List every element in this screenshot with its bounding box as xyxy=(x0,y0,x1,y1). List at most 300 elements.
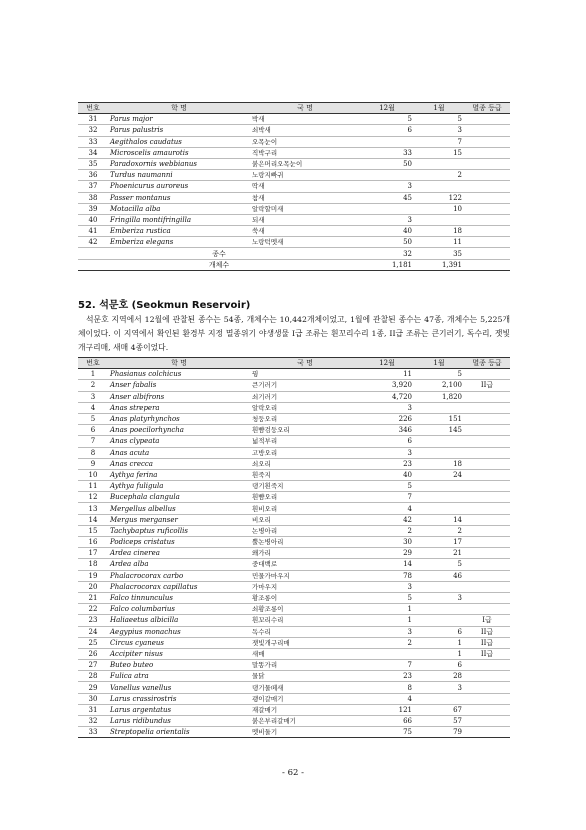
cell-number: 2 xyxy=(78,380,108,391)
cell-number: 13 xyxy=(78,503,108,514)
cell-january-count: 6 xyxy=(414,660,464,671)
cell-december-count: 2 xyxy=(360,525,414,536)
cell-korean-name: 재갈매기 xyxy=(250,704,360,715)
cell-endangered-grade xyxy=(464,469,510,480)
cell-korean-name: 참새 xyxy=(250,192,360,203)
cell-endangered-grade xyxy=(464,125,510,136)
cell-number: 38 xyxy=(78,192,108,203)
cell-number: 4 xyxy=(78,402,108,413)
cell-number: 1 xyxy=(78,369,108,380)
cell-korean-name: 말똥가리 xyxy=(250,660,360,671)
cell-korean-name: 괭이갈매기 xyxy=(250,693,360,704)
cell-endangered-grade xyxy=(464,514,510,525)
table-row xyxy=(78,458,510,469)
cell-endangered-grade xyxy=(464,192,510,203)
cell-endangered-grade xyxy=(464,114,510,125)
cell-january-count xyxy=(414,581,464,592)
cell-scientific-name: Anser albifrons xyxy=(108,391,250,402)
cell-endangered-grade xyxy=(464,458,510,469)
table-row xyxy=(78,402,510,413)
cell-korean-name: 쇠기러기 xyxy=(250,391,360,402)
cell-scientific-name: Fringilla montifringilla xyxy=(108,214,250,225)
cell-january-count xyxy=(414,481,464,492)
table-row xyxy=(78,125,510,136)
cell-scientific-name: Emberiza rustica xyxy=(108,226,250,237)
cell-number: 36 xyxy=(78,170,108,181)
cell-january-count: 18 xyxy=(414,226,464,237)
cell-january-count: 15 xyxy=(414,147,464,158)
table-row xyxy=(78,436,510,447)
table-row xyxy=(78,604,510,615)
cell-january-count: 28 xyxy=(414,671,464,682)
cell-january-count: 145 xyxy=(414,425,464,436)
cell-december-count: 5 xyxy=(360,114,414,125)
cell-endangered-grade xyxy=(464,704,510,715)
table-row xyxy=(78,537,510,548)
cell-korean-name: 직박구리 xyxy=(250,147,360,158)
cell-december-count: 4 xyxy=(360,503,414,514)
cell-scientific-name: Phoenicurus auroreus xyxy=(108,181,250,192)
cell-scientific-name: Haliaeetus albicilla xyxy=(108,615,250,626)
cell-number: 33 xyxy=(78,727,108,738)
cell-december-count: 29 xyxy=(360,548,414,559)
table-row xyxy=(78,671,510,682)
cell-scientific-name: Anas poecilorhyncha xyxy=(108,425,250,436)
cell-december-count: 30 xyxy=(360,537,414,548)
table-header-row xyxy=(78,358,510,369)
bird-table-2 xyxy=(78,357,510,738)
cell-korean-name: 흰비오리 xyxy=(250,503,360,514)
cell-endangered-grade xyxy=(464,570,510,581)
table-row xyxy=(78,592,510,603)
cell-number: 21 xyxy=(78,592,108,603)
cell-scientific-name: Vanellus vanellus xyxy=(108,682,250,693)
cell-number: 17 xyxy=(78,548,108,559)
cell-endangered-grade xyxy=(464,604,510,615)
table-row xyxy=(78,237,510,248)
cell-scientific-name: Parus major xyxy=(108,114,250,125)
cell-endangered-grade xyxy=(464,214,510,225)
table-row xyxy=(78,447,510,458)
table-row xyxy=(78,626,510,637)
cell-number: 18 xyxy=(78,559,108,570)
cell-korean-name: 잿빛개구리매 xyxy=(250,637,360,648)
cell-number: 41 xyxy=(78,226,108,237)
table-row xyxy=(78,682,510,693)
cell-korean-name: 고방오리 xyxy=(250,447,360,458)
cell-december-count: 14 xyxy=(360,559,414,570)
cell-endangered-grade xyxy=(464,226,510,237)
cell-korean-name: 쇠오리 xyxy=(250,458,360,469)
cell-january-count: 14 xyxy=(414,514,464,525)
cell-number: 11 xyxy=(78,481,108,492)
cell-scientific-name: Phasianus colchicus xyxy=(108,369,250,380)
cell-december-count: 2 xyxy=(360,637,414,648)
cell-endangered-grade: II급 xyxy=(464,626,510,637)
cell-december-count: 5 xyxy=(360,481,414,492)
cell-scientific-name: Aythya fuligula xyxy=(108,481,250,492)
cell-korean-name: 흰죽지 xyxy=(250,469,360,480)
cell-january-count: 46 xyxy=(414,570,464,581)
cell-january-count xyxy=(414,402,464,413)
cell-scientific-name: Phalacrocorax capillatus xyxy=(108,581,250,592)
cell-december-count: 4 xyxy=(360,693,414,704)
cell-january-count: 18 xyxy=(414,458,464,469)
cell-korean-name: 오목눈이 xyxy=(250,136,360,147)
cell-endangered-grade xyxy=(464,671,510,682)
table-row xyxy=(78,136,510,147)
cell-scientific-name: Anas crecca xyxy=(108,458,250,469)
cell-december-count: 66 xyxy=(360,716,414,727)
cell-number: 10 xyxy=(78,469,108,480)
cell-december-count: 3 xyxy=(360,181,414,192)
cell-korean-name: 새매 xyxy=(250,648,360,659)
cell-korean-name: 노랑지빠귀 xyxy=(250,170,360,181)
cell-scientific-name: Anas strepera xyxy=(108,402,250,413)
cell-scientific-name: Larus argentatus xyxy=(108,704,250,715)
cell-january-count: 7 xyxy=(414,136,464,147)
table-row xyxy=(78,548,510,559)
header-korean-name: 국 명 xyxy=(250,103,360,114)
cell-endangered-grade xyxy=(464,447,510,458)
cell-korean-name: 붉은부리갈매기 xyxy=(250,716,360,727)
cell-january-count: 5 xyxy=(414,114,464,125)
cell-january-count: 5 xyxy=(414,369,464,380)
table-header-row xyxy=(78,103,510,114)
cell-january-count: 21 xyxy=(414,548,464,559)
cell-korean-name: 쑥새 xyxy=(250,226,360,237)
cell-number: 3 xyxy=(78,391,108,402)
cell-january-count: 5 xyxy=(414,559,464,570)
cell-january-count xyxy=(414,604,464,615)
individual-total-label: 개체수 xyxy=(78,259,360,270)
cell-korean-name: 되새 xyxy=(250,214,360,225)
bird-table-1 xyxy=(78,102,510,271)
cell-korean-name: 딱새 xyxy=(250,181,360,192)
cell-december-count: 45 xyxy=(360,192,414,203)
table-row xyxy=(78,525,510,536)
cell-scientific-name: Accipiter nisus xyxy=(108,648,250,659)
cell-number: 23 xyxy=(78,615,108,626)
cell-korean-name: 흰뺨오리 xyxy=(250,492,360,503)
cell-january-count: 6 xyxy=(414,626,464,637)
cell-korean-name: 민물가마우지 xyxy=(250,570,360,581)
page-number: - 62 - xyxy=(282,768,304,778)
cell-december-count: 1 xyxy=(360,604,414,615)
cell-number: 28 xyxy=(78,671,108,682)
header-scientific-name: 학 명 xyxy=(108,103,250,114)
cell-december-count: 40 xyxy=(360,469,414,480)
table-row xyxy=(78,158,510,169)
cell-korean-name: 큰기러기 xyxy=(250,380,360,391)
cell-scientific-name: Mergus merganser xyxy=(108,514,250,525)
cell-endangered-grade xyxy=(464,203,510,214)
cell-december-count: 4,720 xyxy=(360,391,414,402)
cell-endangered-grade xyxy=(464,136,510,147)
header-no: 번호 xyxy=(78,358,108,369)
cell-endangered-grade xyxy=(464,525,510,536)
cell-endangered-grade xyxy=(464,503,510,514)
cell-endangered-grade xyxy=(464,170,510,181)
cell-number: 15 xyxy=(78,525,108,536)
header-january: 1월 xyxy=(414,103,464,114)
cell-scientific-name: Ardea alba xyxy=(108,559,250,570)
cell-january-count xyxy=(414,492,464,503)
cell-number: 26 xyxy=(78,648,108,659)
table-row xyxy=(78,192,510,203)
species-total-label: 종수 xyxy=(78,248,360,259)
header-december: 12월 xyxy=(360,103,414,114)
cell-december-count: 40 xyxy=(360,226,414,237)
cell-number: 31 xyxy=(78,704,108,715)
cell-scientific-name: Podiceps cristatus xyxy=(108,537,250,548)
cell-scientific-name: Parus palustris xyxy=(108,125,250,136)
cell-scientific-name: Aegypius monachus xyxy=(108,626,250,637)
table-row xyxy=(78,481,510,492)
cell-scientific-name: Larus crassirostris xyxy=(108,693,250,704)
cell-scientific-name: Buteo buteo xyxy=(108,660,250,671)
cell-january-count: 3 xyxy=(414,125,464,136)
cell-december-count: 1 xyxy=(360,615,414,626)
table-row xyxy=(78,203,510,214)
cell-january-count: 2 xyxy=(414,170,464,181)
table-row xyxy=(78,693,510,704)
cell-korean-name: 노랑턱멧새 xyxy=(250,237,360,248)
cell-number: 19 xyxy=(78,570,108,581)
table-row xyxy=(78,559,510,570)
cell-january-count: 1 xyxy=(414,637,464,648)
cell-january-count: 1,820 xyxy=(414,391,464,402)
table-row xyxy=(78,380,510,391)
cell-number: 29 xyxy=(78,682,108,693)
cell-number: 9 xyxy=(78,458,108,469)
table-row xyxy=(78,369,510,380)
cell-endangered-grade xyxy=(464,402,510,413)
cell-korean-name: 가마우지 xyxy=(250,581,360,592)
cell-december-count: 50 xyxy=(360,237,414,248)
cell-scientific-name: Motacilla alba xyxy=(108,203,250,214)
table-row xyxy=(78,514,510,525)
cell-scientific-name: Emberiza elegans xyxy=(108,237,250,248)
cell-korean-name: 댕기흰죽지 xyxy=(250,481,360,492)
cell-scientific-name: Microscelis amaurotis xyxy=(108,147,250,158)
cell-december-count: 3 xyxy=(360,402,414,413)
cell-number: 32 xyxy=(78,125,108,136)
section-title: 52. 석문호 (Seokmun Reservoir) xyxy=(78,300,251,311)
table-row xyxy=(78,648,510,659)
table-row xyxy=(78,147,510,158)
cell-number: 25 xyxy=(78,637,108,648)
cell-korean-name: 박새 xyxy=(250,114,360,125)
cell-december-count: 121 xyxy=(360,704,414,715)
cell-endangered-grade xyxy=(464,682,510,693)
cell-number: 14 xyxy=(78,514,108,525)
cell-endangered-grade xyxy=(464,425,510,436)
cell-january-count: 2,100 xyxy=(414,380,464,391)
cell-number: 39 xyxy=(78,203,108,214)
cell-december-count: 50 xyxy=(360,158,414,169)
cell-december-count: 8 xyxy=(360,682,414,693)
cell-scientific-name: Ardea cinerea xyxy=(108,548,250,559)
cell-december-count: 226 xyxy=(360,413,414,424)
cell-december-count xyxy=(360,170,414,181)
cell-endangered-grade xyxy=(464,559,510,570)
header-january: 1월 xyxy=(414,358,464,369)
cell-number: 22 xyxy=(78,604,108,615)
cell-scientific-name: Passer montanus xyxy=(108,192,250,203)
cell-january-count xyxy=(414,158,464,169)
table-row xyxy=(78,660,510,671)
cell-korean-name: 붉은머리오목눈이 xyxy=(250,158,360,169)
cell-endangered-grade: II급 xyxy=(464,648,510,659)
cell-endangered-grade: I급 xyxy=(464,615,510,626)
header-scientific-name: 학 명 xyxy=(108,358,250,369)
table-row xyxy=(78,716,510,727)
cell-korean-name: 알락오리 xyxy=(250,402,360,413)
table-row xyxy=(78,727,510,738)
cell-number: 34 xyxy=(78,147,108,158)
cell-january-count: 151 xyxy=(414,413,464,424)
table-row xyxy=(78,391,510,402)
cell-endangered-grade xyxy=(464,481,510,492)
cell-endangered-grade xyxy=(464,436,510,447)
cell-january-count: 67 xyxy=(414,704,464,715)
cell-number: 24 xyxy=(78,626,108,637)
cell-december-count: 78 xyxy=(360,570,414,581)
cell-scientific-name: Falco tinnunculus xyxy=(108,592,250,603)
species-total-january: 35 xyxy=(414,248,464,259)
cell-december-count: 346 xyxy=(360,425,414,436)
cell-endangered-grade xyxy=(464,237,510,248)
cell-december-count: 3 xyxy=(360,581,414,592)
cell-number: 16 xyxy=(78,537,108,548)
cell-number: 33 xyxy=(78,136,108,147)
cell-endangered-grade xyxy=(464,693,510,704)
cell-number: 31 xyxy=(78,114,108,125)
cell-december-count: 42 xyxy=(360,514,414,525)
cell-december-count: 3 xyxy=(360,447,414,458)
cell-scientific-name: Fulica atra xyxy=(108,671,250,682)
cell-korean-name: 쇠황조롱이 xyxy=(250,604,360,615)
cell-scientific-name: Tachybaptus ruficollis xyxy=(108,525,250,536)
cell-number: 40 xyxy=(78,214,108,225)
header-no: 번호 xyxy=(78,103,108,114)
cell-scientific-name: Streptopelia orientalis xyxy=(108,727,250,738)
cell-endangered-grade xyxy=(464,158,510,169)
table-row xyxy=(78,615,510,626)
cell-korean-name: 황조롱이 xyxy=(250,592,360,603)
cell-korean-name: 청둥오리 xyxy=(250,413,360,424)
cell-korean-name: 넓적부리 xyxy=(250,436,360,447)
cell-korean-name: 흰꼬리수리 xyxy=(250,615,360,626)
table-row xyxy=(78,170,510,181)
cell-number: 42 xyxy=(78,237,108,248)
cell-december-count: 75 xyxy=(360,727,414,738)
table-row xyxy=(78,469,510,480)
cell-scientific-name: Bucephala clangula xyxy=(108,492,250,503)
cell-january-count: 10 xyxy=(414,203,464,214)
cell-endangered-grade xyxy=(464,592,510,603)
cell-korean-name: 중대백로 xyxy=(250,559,360,570)
cell-endangered-grade xyxy=(464,391,510,402)
cell-endangered-grade xyxy=(464,548,510,559)
cell-december-count: 3,920 xyxy=(360,380,414,391)
cell-january-count: 11 xyxy=(414,237,464,248)
cell-scientific-name: Phalacrocorax carbo xyxy=(108,570,250,581)
cell-endangered-grade xyxy=(464,727,510,738)
cell-korean-name: 비오리 xyxy=(250,514,360,525)
individual-total-january: 1,391 xyxy=(414,259,464,270)
cell-number: 32 xyxy=(78,716,108,727)
cell-december-count: 11 xyxy=(360,369,414,380)
species-total-december: 32 xyxy=(360,248,414,259)
cell-december-count xyxy=(360,203,414,214)
individual-total-december: 1,181 xyxy=(360,259,414,270)
section-paragraph: 석문호 지역에서 12월에 관찰된 종수는 54종, 개체수는 10,442개체이었고, 1월에 관찰된 종수는 47종, 개체수는 5,225개체이었다. 이 지역에서 확인된 환경부 지정 멸종위기 야생생물 I급 조류는 흰꼬리수리 1종, II급 조류는 큰기러기, 독수리, 잿빛개구리매, 새매 4종이었다. xyxy=(78,315,510,352)
cell-january-count xyxy=(414,214,464,225)
cell-korean-name: 논병아리 xyxy=(250,525,360,536)
header-korean-name: 국 명 xyxy=(250,358,360,369)
cell-korean-name: 뿔논병아리 xyxy=(250,537,360,548)
cell-january-count xyxy=(414,615,464,626)
cell-scientific-name: Mergellus albellus xyxy=(108,503,250,514)
cell-december-count: 6 xyxy=(360,125,414,136)
table-row xyxy=(78,114,510,125)
cell-endangered-grade: II급 xyxy=(464,380,510,391)
cell-december-count: 6 xyxy=(360,436,414,447)
cell-scientific-name: Anas clypeata xyxy=(108,436,250,447)
cell-number: 8 xyxy=(78,447,108,458)
cell-january-count: 57 xyxy=(414,716,464,727)
cell-korean-name: 댕기물떼새 xyxy=(250,682,360,693)
table-row xyxy=(78,226,510,237)
cell-january-count xyxy=(414,436,464,447)
header-december: 12월 xyxy=(360,358,414,369)
header-endangered-grade: 멸종 등급 xyxy=(464,358,510,369)
cell-scientific-name: Paradoxornis webbianus xyxy=(108,158,250,169)
cell-korean-name: 알락할미새 xyxy=(250,203,360,214)
cell-december-count: 7 xyxy=(360,492,414,503)
cell-endangered-grade xyxy=(464,181,510,192)
cell-january-count: 3 xyxy=(414,682,464,693)
cell-number: 30 xyxy=(78,693,108,704)
cell-number: 5 xyxy=(78,413,108,424)
cell-scientific-name: Turdus naumanni xyxy=(108,170,250,181)
individual-total-grade xyxy=(464,259,510,270)
cell-december-count: 3 xyxy=(360,626,414,637)
cell-number: 6 xyxy=(78,425,108,436)
cell-december-count: 33 xyxy=(360,147,414,158)
cell-number: 35 xyxy=(78,158,108,169)
table-row xyxy=(78,492,510,503)
table-row xyxy=(78,503,510,514)
cell-scientific-name: Anas acuta xyxy=(108,447,250,458)
cell-number: 27 xyxy=(78,660,108,671)
table-row xyxy=(78,181,510,192)
cell-endangered-grade xyxy=(464,492,510,503)
cell-december-count: 3 xyxy=(360,214,414,225)
cell-endangered-grade xyxy=(464,716,510,727)
header-endangered-grade: 멸종 등급 xyxy=(464,103,510,114)
table-row xyxy=(78,214,510,225)
cell-number: 20 xyxy=(78,581,108,592)
cell-endangered-grade: II급 xyxy=(464,637,510,648)
table-row xyxy=(78,413,510,424)
cell-january-count: 2 xyxy=(414,525,464,536)
cell-january-count xyxy=(414,447,464,458)
cell-january-count xyxy=(414,503,464,514)
cell-endangered-grade xyxy=(464,660,510,671)
